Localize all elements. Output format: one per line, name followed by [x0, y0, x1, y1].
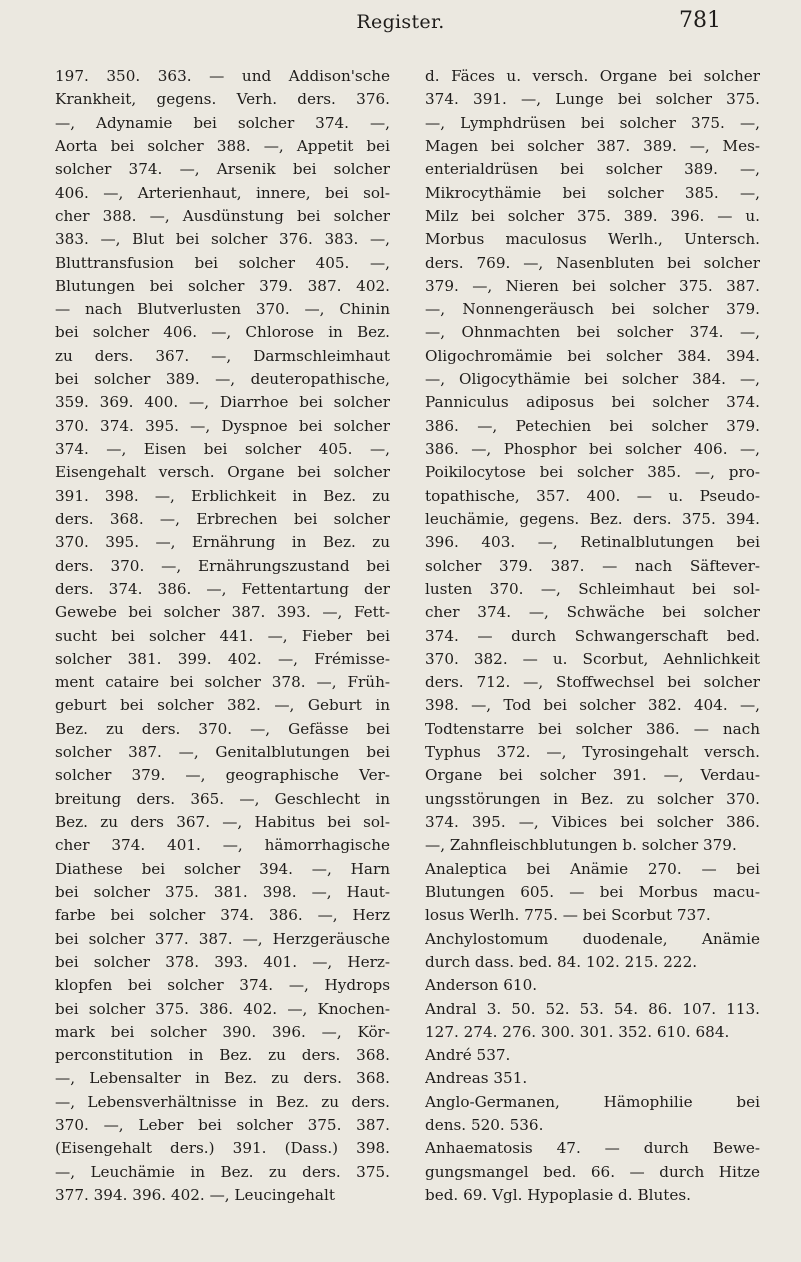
text-line: —, Leuchämie in Bez. zu ders. 375. — [55, 1162, 390, 1181]
text-line: —, Ohnmachten bei solcher 374. —, — [425, 323, 760, 342]
text-line: bei solcher 377. 387. —, Herzgeräusche — [55, 929, 390, 948]
text-line: 391. 398. —, Erblichkeit in Bez. zu — [55, 486, 390, 505]
text-line: —, Lymphdrüsen bei solcher 375. —, — [425, 113, 760, 132]
text-line: Anderson 610. — [425, 976, 538, 995]
text-line: —, Zahnfleischblutungen b. solcher 379. — [425, 836, 737, 855]
text-line: Typhus 372. —, Tyrosingehalt versch. — [425, 743, 760, 762]
text-line: ders. 712. —, Stoffwechsel bei solcher — [425, 673, 760, 692]
text-line: Aorta bei solcher 388. —, Appetit bei — [55, 136, 390, 155]
text-line: dens. 520. 536. — [425, 1116, 544, 1135]
text-line: sucht bei solcher 441. —, Fieber bei — [55, 626, 390, 645]
text-line: solcher 381. 399. 402. —, Frémisse- — [55, 649, 390, 668]
page-number: 781 — [679, 8, 721, 33]
text-line: 386. —, Phosphor bei solcher 406. —, — [425, 440, 760, 458]
text-line: bei solcher 378. 393. 401. —, Herz- — [55, 952, 390, 971]
text-line: 386. —, Petechien bei solcher 379. — [425, 416, 760, 435]
text-line: 127. 274. 276. 300. 301. 352. 610. 684. — [425, 1022, 730, 1041]
text-line: cher 388. —, Ausdünstung bei solcher — [55, 206, 390, 225]
text-line: topathische, 357. 400. — u. Pseudo- — [425, 486, 760, 505]
text-line: 374. —, Eisen bei solcher 405. —, — [55, 440, 390, 458]
text-line: lusten 370. —, Schleimhaut bei sol- — [425, 579, 760, 598]
text-line: Andreas 351. — [425, 1069, 528, 1088]
text-line: bei solcher 375. 386. 402. —, Knochen- — [55, 999, 390, 1018]
text-line: Anhaematosis 47. — durch Bewe- — [425, 1139, 760, 1158]
text-line: Morbus maculosus Werlh., Untersch. — [425, 230, 760, 249]
text-line: solcher 374. —, Arsenik bei solcher — [55, 160, 390, 179]
text-line: 374. 391. —, Lunge bei solcher 375. — [425, 90, 760, 109]
text-line: 370. 382. — u. Scorbut, Aehnlichkeit — [425, 649, 760, 668]
text-line: ders. 374. 386. —, Fettentartung der — [55, 579, 390, 598]
text-line: 398. —, Tod bei solcher 382. 404. —, — [425, 696, 760, 715]
text-line: 370. —, Leber bei solcher 375. 387. — [55, 1116, 390, 1135]
text-line: bei solcher 389. —, deuteropathische, — [55, 370, 390, 389]
text-line: bed. 69. Vgl. Hypoplasie d. Blutes. — [425, 1186, 691, 1204]
text-line: cher 374. —, Schwäche bei solcher — [425, 603, 760, 622]
text-line: solcher 379. —, geographische Ver- — [55, 766, 390, 785]
text-line: Gewebe bei solcher 387. 393. —, Fett- — [55, 603, 390, 622]
text-line: Poikilocytose bei solcher 385. —, pro- — [425, 463, 760, 482]
text-line: ment cataire bei solcher 378. —, Früh- — [55, 673, 390, 692]
text-line: Panniculus adiposus bei solcher 374. — [425, 393, 760, 412]
text-line: —, Lebensverhältnisse in Bez. zu ders. — [55, 1092, 390, 1111]
running-header: Register. — [356, 11, 445, 33]
text-line: Eisengehalt versch. Organe bei solcher — [55, 463, 390, 482]
text-line: ders. 370. —, Ernährungszustand bei — [55, 556, 390, 575]
text-line: Anchylostomum duodenale, Anämie — [425, 929, 760, 948]
text-line: Blutungen 605. — bei Morbus macu- — [425, 882, 760, 901]
text-line: Todtenstarre bei solcher 386. — nach — [425, 719, 760, 738]
text-line: bei solcher 406. —, Chlorose in Bez. — [55, 323, 390, 342]
text-line: —, Lebensalter in Bez. zu ders. 368. — [55, 1069, 390, 1088]
text-line: 374. — durch Schwangerschaft bed. — [425, 626, 760, 645]
text-line: leuchämie, gegens. Bez. ders. 375. 394. — [425, 509, 760, 528]
text-line: —, Adynamie bei solcher 374. —, — [55, 113, 390, 132]
text-line: gungsmangel bed. 66. — durch Hitze — [425, 1162, 760, 1181]
text-line: Magen bei solcher 387. 389. —, Mes- — [425, 136, 760, 155]
text-line: losus Werlh. 775. — bei Scorbut 737. — [425, 906, 711, 925]
text-line: 383. —, Blut bei solcher 376. 383. —, — [55, 230, 390, 249]
text-line: Organe bei solcher 391. —, Verdau- — [425, 766, 760, 785]
text-line: breitung ders. 365. —, Geschlecht in — [55, 789, 390, 808]
text-line: enterialdrüsen bei solcher 389. —, — [425, 160, 760, 179]
text-line: 197. 350. 363. — und Addison'sche — [55, 67, 390, 85]
text-line: ders. 368. —, Erbrechen bei solcher — [55, 509, 390, 528]
text-line: durch dass. bed. 84. 102. 215. 222. — [425, 952, 698, 971]
text-line: Bez. zu ders 367. —, Habitus bei sol- — [55, 813, 390, 831]
text-line: Oligochromämie bei solcher 384. 394. — [425, 346, 760, 365]
text-line: 379. —, Nieren bei solcher 375. 387. — [425, 276, 760, 295]
text-line: André 537. — [425, 1046, 511, 1065]
text-line: Milz bei solcher 375. 389. 396. — u. — [425, 206, 760, 225]
text-line: ders. 769. —, Nasenbluten bei solcher — [425, 253, 760, 272]
text-line: Bluttransfusion bei solcher 405. —, — [55, 253, 390, 272]
text-line: perconstitution in Bez. zu ders. 368. — [55, 1046, 390, 1065]
text-line: Mikrocythämie bei solcher 385. —, — [425, 183, 760, 202]
text-line: Analeptica bei Anämie 270. — bei — [425, 859, 760, 878]
text-line: Diathese bei solcher 394. —, Harn — [55, 859, 390, 878]
text-line: — nach Blutverlusten 370. —, Chinin — [55, 300, 390, 319]
text-line: farbe bei solcher 374. 386. —, Herz — [55, 906, 390, 925]
text-line: 377. 394. 396. 402. —, Leucingehalt — [55, 1186, 335, 1204]
text-line: d. Fäces u. versch. Organe bei solcher — [425, 67, 760, 85]
text-line: Anglo-Germanen, Hämophilie bei — [425, 1092, 760, 1111]
right-column — [425, 65, 760, 1207]
text-line: cher 374. 401. —, hämorrhagische — [55, 836, 390, 855]
text-line: bei solcher 375. 381. 398. —, Haut- — [55, 882, 390, 901]
text-line: klopfen bei solcher 374. —, Hydrops — [55, 976, 390, 995]
text-line: Krankheit, gegens. Verh. ders. 376. — [55, 90, 390, 109]
text-line: Blutungen bei solcher 379. 387. 402. — [55, 276, 390, 295]
text-line: —, Nonnengeräusch bei solcher 379. — [425, 300, 760, 319]
text-line: zu ders. 367. —, Darmschleimhaut — [55, 346, 390, 365]
text-line: solcher 379. 387. — nach Säftever- — [425, 556, 760, 575]
text-line: Andral 3. 50. 52. 53. 54. 86. 107. 113. — [425, 999, 760, 1018]
left-column — [55, 65, 390, 1207]
text-line: 374. 395. —, Vibices bei solcher 386. — [425, 813, 760, 831]
text-line: mark bei solcher 390. 396. —, Kör- — [55, 1022, 390, 1041]
text-line: —, Oligocythämie bei solcher 384. —, — [425, 370, 760, 389]
text-line: 396. 403. —, Retinalblutungen bei — [425, 533, 760, 552]
text-line: 370. 395. —, Ernährung in Bez. zu — [55, 533, 390, 552]
text-line: 406. —, Arterienhaut, innere, bei sol- — [55, 183, 390, 202]
text-line: Bez. zu ders. 370. —, Gefässe bei — [55, 719, 390, 738]
text-line: 370. 374. 395. —, Dyspnoe bei solcher — [55, 416, 390, 435]
text-line: geburt bei solcher 382. —, Geburt in — [55, 696, 390, 715]
text-line: solcher 387. —, Genitalblutungen bei — [55, 743, 390, 762]
text-line: (Eisengehalt ders.) 391. (Dass.) 398. — [55, 1139, 390, 1158]
text-line: 359. 369. 400. —, Diarrhoe bei solcher — [55, 393, 390, 412]
text-line: ungsstörungen in Bez. zu solcher 370. — [425, 789, 760, 808]
